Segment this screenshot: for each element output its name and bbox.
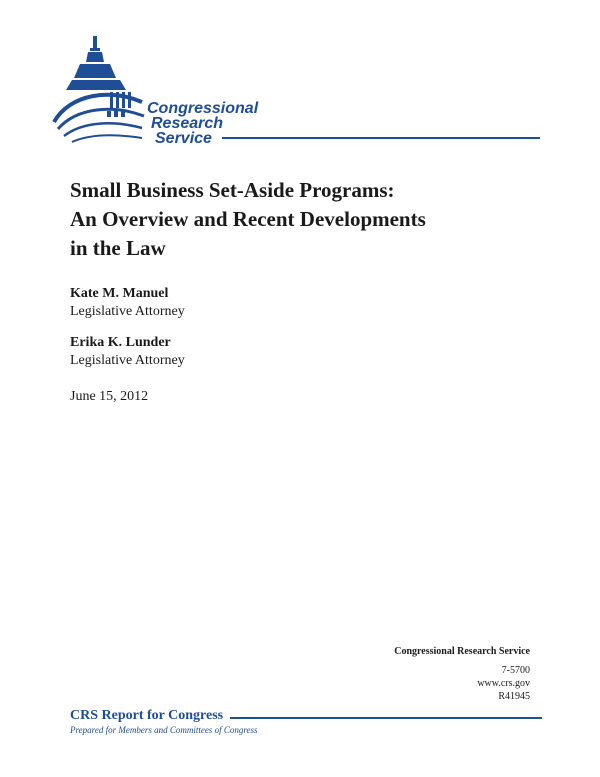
crs-report-label: CRS Report for Congress [70, 708, 224, 723]
report-date: June 15, 2012 [70, 389, 149, 404]
report-number: R41945 [498, 691, 530, 702]
author-name: Kate M. Manuel [70, 286, 169, 301]
crs-website: www.crs.gov [477, 678, 530, 689]
author-block [70, 334, 185, 370]
logo-line-service: Service [155, 130, 212, 147]
author-name: Erika K. Lunder [70, 335, 171, 350]
crs-name: Congressional Research Service [394, 646, 530, 657]
crs-logo [50, 30, 540, 145]
capitol-dome-icon [50, 30, 160, 145]
title-line-3: in the Law [70, 236, 166, 260]
footer [70, 706, 542, 735]
author-role: Legislative Attorney [70, 353, 185, 368]
logo-line-research: Research [151, 115, 224, 132]
prepared-for-label: Prepared for Members and Committees of Congress [70, 725, 258, 735]
logo-line-congressional: Congressional [147, 100, 259, 117]
title-line-2: An Overview and Recent Developments [70, 207, 426, 231]
logo-rule [222, 137, 540, 139]
title-line-1: Small Business Set-Aside Programs: [70, 178, 395, 202]
footer-rule [230, 717, 542, 719]
author-role: Legislative Attorney [70, 304, 185, 319]
report-title [70, 176, 540, 263]
crs-contact-block [394, 645, 530, 703]
crs-phone: 7-5700 [501, 665, 530, 676]
author-block [70, 285, 185, 321]
